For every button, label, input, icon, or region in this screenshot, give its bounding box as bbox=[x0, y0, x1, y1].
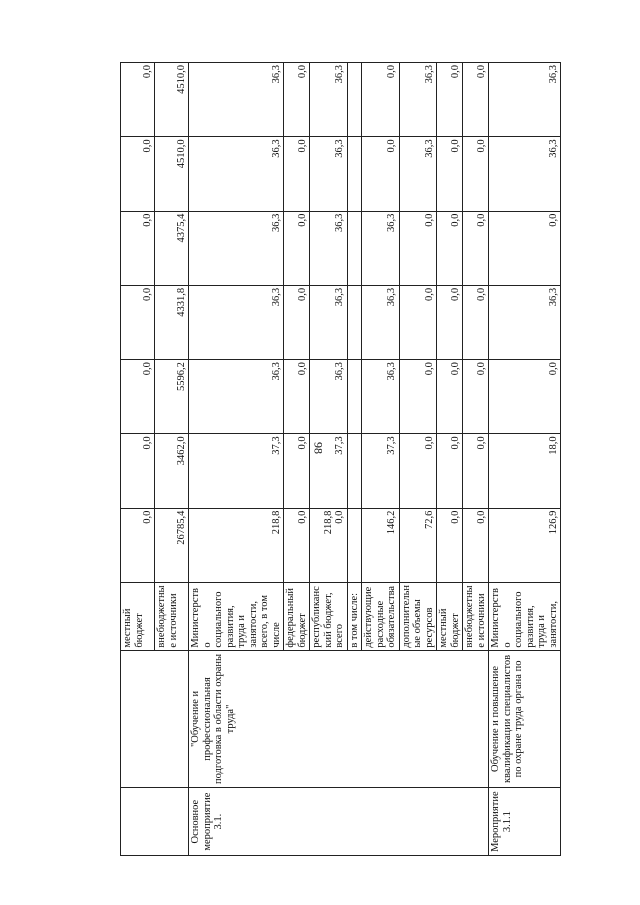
funding-source-cell: местный бюджет bbox=[121, 582, 155, 650]
amount-cell: 36,3 bbox=[310, 360, 348, 434]
amount-cell: 36,3 bbox=[310, 137, 348, 211]
funding-source-cell: внебюджетные источники bbox=[463, 582, 489, 650]
funding-source-cell: Министерство социального развития, труда и занятости, всего, в том числе bbox=[189, 582, 284, 650]
amount-cell: 4331,8 bbox=[155, 285, 189, 359]
amount-cell: 36,3 bbox=[189, 137, 284, 211]
amount-cell: 36,3 bbox=[399, 63, 437, 137]
funding-source-cell: в том числе: bbox=[347, 582, 362, 650]
amount-cell: 0,0 bbox=[437, 63, 463, 137]
budget-table bbox=[120, 62, 561, 856]
amount-cell: 0,0 bbox=[399, 360, 437, 434]
amount-cell: 0,0 bbox=[489, 360, 561, 434]
amount-cell: 218,8 bbox=[189, 508, 284, 582]
funding-source-cell: республиканский бюджет, всего bbox=[310, 582, 348, 650]
amount-cell: 36,3 bbox=[310, 285, 348, 359]
amount-cell: 0,0 bbox=[121, 508, 155, 582]
amount-cell: 0,0 bbox=[284, 434, 310, 508]
event-code-cell: Основное мероприятие 3.1. bbox=[189, 788, 489, 856]
amount-cell bbox=[347, 63, 362, 137]
amount-cell: 36,3 bbox=[310, 211, 348, 285]
table-body bbox=[121, 63, 561, 856]
funding-source-cell: федеральный бюджет bbox=[284, 582, 310, 650]
amount-cell: 0,0 bbox=[362, 137, 400, 211]
amount-cell: 37,3 bbox=[310, 434, 348, 508]
amount-cell: 36,3 bbox=[362, 360, 400, 434]
funding-source-cell: Министерство социального развития, труда и занятости, bbox=[489, 582, 561, 650]
amount-cell: 0,0 bbox=[284, 360, 310, 434]
amount-cell: 0,0 bbox=[121, 360, 155, 434]
amount-cell bbox=[347, 211, 362, 285]
amount-cell: 0,0 bbox=[121, 63, 155, 137]
table-viewport bbox=[120, 62, 559, 856]
amount-cell: 0,0 bbox=[437, 211, 463, 285]
amount-cell: 37,3 bbox=[189, 434, 284, 508]
amount-cell: 36,3 bbox=[189, 63, 284, 137]
amount-cell bbox=[347, 434, 362, 508]
amount-cell: 26785,4 bbox=[155, 508, 189, 582]
amount-cell: 0,0 bbox=[437, 508, 463, 582]
amount-cell: 0,0 bbox=[463, 285, 489, 359]
event-name-cell: Обучение и повышение квалификации специалистов по охране труда органа по bbox=[489, 650, 561, 788]
amount-cell: 36,3 bbox=[189, 211, 284, 285]
table-row bbox=[489, 63, 561, 856]
amount-cell: 0,0 bbox=[437, 285, 463, 359]
amount-cell: 36,3 bbox=[489, 285, 561, 359]
amount-cell: 3462,0 bbox=[155, 434, 189, 508]
amount-cell: 36,3 bbox=[189, 285, 284, 359]
event-name-cell: "Обучение и профессиональная подготовка в области охраны труда" bbox=[189, 650, 489, 788]
event-name-cell bbox=[121, 650, 189, 788]
amount-cell: 4510,0 bbox=[155, 137, 189, 211]
amount-cell: 0,0 bbox=[399, 285, 437, 359]
amount-cell bbox=[347, 285, 362, 359]
table-row bbox=[189, 63, 284, 856]
rotated-page-content bbox=[120, 62, 559, 856]
amount-cell: 0,0 bbox=[463, 508, 489, 582]
amount-cell: 218,8 0,0 bbox=[310, 508, 348, 582]
funding-source-cell: дополнительные объемы ресурсов bbox=[399, 582, 437, 650]
amount-cell: 5596,2 bbox=[155, 360, 189, 434]
amount-cell: 0,0 bbox=[399, 434, 437, 508]
page-number: 98 bbox=[311, 442, 326, 454]
amount-cell: 36,3 bbox=[362, 211, 400, 285]
amount-cell: 126,9 bbox=[489, 508, 561, 582]
amount-cell: 0,0 bbox=[399, 211, 437, 285]
amount-cell: 0,0 bbox=[437, 434, 463, 508]
funding-source-cell: действующие расходные обязательства bbox=[362, 582, 400, 650]
amount-cell: 0,0 bbox=[284, 211, 310, 285]
amount-cell: 0,0 bbox=[362, 63, 400, 137]
amount-cell: 18,0 bbox=[489, 434, 561, 508]
event-code-cell: Мероприятие 3.1.1 bbox=[489, 788, 561, 856]
amount-cell: 0,0 bbox=[437, 360, 463, 434]
amount-cell: 36,3 bbox=[489, 137, 561, 211]
amount-cell: 72,6 bbox=[399, 508, 437, 582]
funding-source-cell: внебюджетные источники bbox=[155, 582, 189, 650]
amount-cell: 0,0 bbox=[121, 211, 155, 285]
amount-cell: 0,0 bbox=[463, 360, 489, 434]
amount-cell: 0,0 bbox=[437, 137, 463, 211]
amount-cell: 36,3 bbox=[362, 285, 400, 359]
amount-cell: 4510,0 bbox=[155, 63, 189, 137]
amount-cell bbox=[347, 508, 362, 582]
amount-cell: 36,3 bbox=[310, 63, 348, 137]
amount-cell: 36,3 bbox=[399, 137, 437, 211]
amount-cell: 36,3 bbox=[189, 360, 284, 434]
amount-cell: 0,0 bbox=[121, 137, 155, 211]
amount-cell bbox=[347, 360, 362, 434]
amount-cell: 4375,4 bbox=[155, 211, 189, 285]
amount-cell: 0,0 bbox=[489, 211, 561, 285]
amount-cell: 0,0 bbox=[463, 211, 489, 285]
amount-cell: 0,0 bbox=[284, 285, 310, 359]
funding-source-cell: местный бюджет bbox=[437, 582, 463, 650]
amount-cell: 0,0 bbox=[463, 434, 489, 508]
event-code-cell bbox=[121, 788, 189, 856]
amount-cell: 0,0 bbox=[284, 508, 310, 582]
amount-cell: 36,3 bbox=[489, 63, 561, 137]
amount-cell: 0,0 bbox=[463, 63, 489, 137]
amount-cell: 0,0 bbox=[284, 137, 310, 211]
amount-cell: 0,0 bbox=[284, 63, 310, 137]
amount-cell: 0,0 bbox=[121, 285, 155, 359]
amount-cell bbox=[347, 137, 362, 211]
amount-cell: 146,2 bbox=[362, 508, 400, 582]
amount-cell: 37,3 bbox=[362, 434, 400, 508]
table-row bbox=[121, 63, 155, 856]
amount-cell: 0,0 bbox=[121, 434, 155, 508]
amount-cell: 0,0 bbox=[463, 137, 489, 211]
